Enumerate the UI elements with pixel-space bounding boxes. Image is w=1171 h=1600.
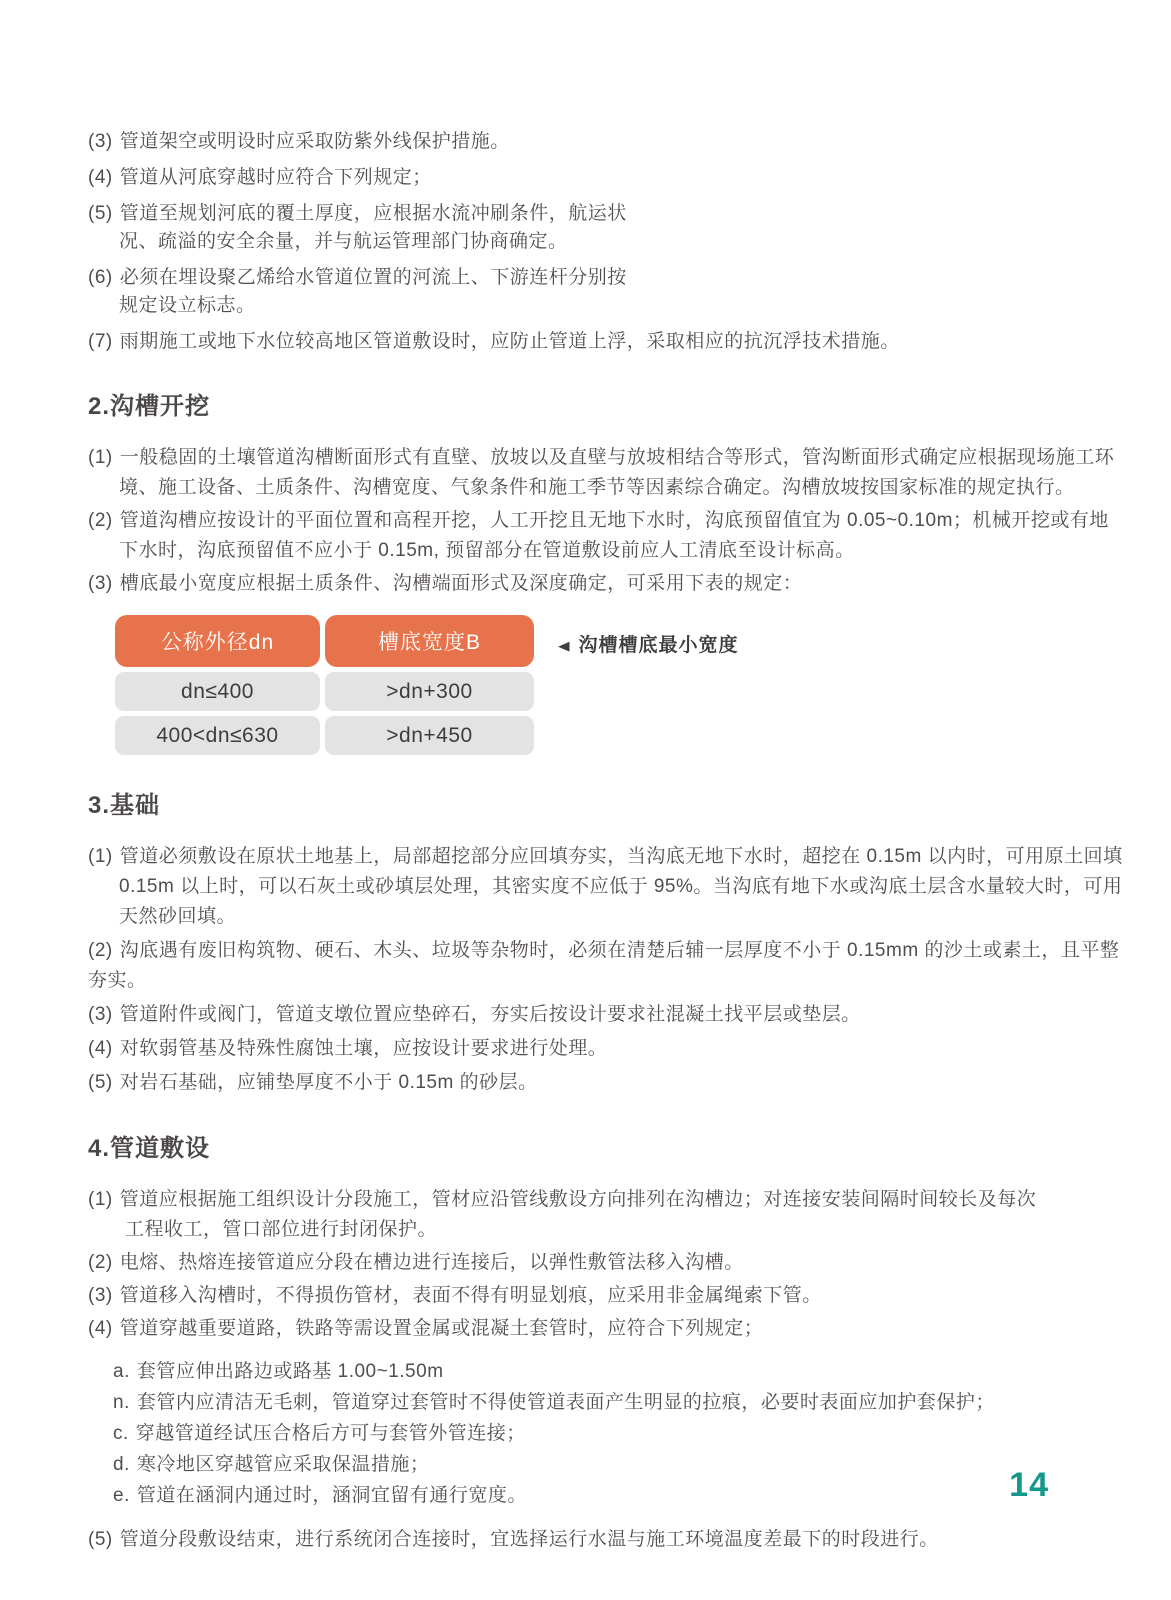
item-text: 一般稳固的土壤管道沟槽断面形式有直壁、放坡以及直壁与放坡相结合等形式，管沟断面形式确定应根据现场施工环: [119, 447, 1115, 468]
item-text: 管道在涵洞内通过时，涵洞宜留有通行宽度。: [136, 1485, 527, 1506]
list-item: [88, 443, 1123, 503]
item-text-continued: 境、施工设备、土质条件、沟槽宽度、气象条件和施工季节等因素综合确定。沟槽放坡按国家标准的规定执行。: [119, 477, 1075, 498]
item-marker: (3): [88, 1285, 113, 1306]
item-marker: (2): [88, 940, 113, 961]
table-header-cell: 槽底宽度B: [325, 615, 534, 667]
item-text: 套管应伸出路边或路基 1.00~1.50m: [136, 1361, 444, 1382]
sublist-item: [113, 1480, 1123, 1511]
sublist-item: [113, 1356, 1123, 1387]
list-item: [88, 1000, 1123, 1030]
section-trench-excavation: [88, 386, 1123, 755]
item-marker: (5): [88, 1072, 113, 1093]
list-item: [88, 1034, 1123, 1064]
item-marker: (3): [88, 573, 113, 594]
item-text: 管道必须敷设在原状土地基上，局部超挖部分应回填夯实，当沟底无地下水时，超挖在 0.15m 以内时，可用原土回填: [119, 846, 1123, 867]
table-cell: dn≤400: [115, 672, 320, 711]
item-text-continued: 工程收工，管口部位进行封闭保护。: [125, 1219, 438, 1240]
list-item: [88, 1068, 1123, 1098]
item-text: 对软弱管基及特殊性腐蚀土壤，应按设计要求进行处理。: [119, 1038, 608, 1059]
item-text: 管道移入沟槽时，不得损伤管材，表面不得有明显划痕，应采用非金属绳索下管。: [119, 1285, 822, 1306]
list-item: [88, 264, 1123, 320]
item-text-continued: 规定设立标志。: [119, 295, 256, 316]
item-marker: (1): [88, 447, 113, 468]
item-marker: (2): [88, 1252, 113, 1273]
item-text: 管道附件或阀门，管道支墩位置应垫碎石，夯实后按设计要求社混凝土找平层或垫层。: [119, 1004, 861, 1025]
list-item: [88, 506, 1123, 566]
item-text: 套管内应清洁无毛刺，管道穿过套管时不得使管道表面产生明显的拉痕，必要时表面应加护套保护；: [136, 1392, 995, 1413]
item-marker: (4): [88, 1038, 113, 1059]
item-text: 寒冷地区穿越管应采取保温措施；: [136, 1454, 430, 1475]
item-marker: e.: [113, 1485, 130, 1506]
list-item: [88, 328, 1123, 356]
list-item: [88, 1281, 1123, 1311]
item-text: 槽底最小宽度应根据土质条件、沟槽端面形式及深度确定，可采用下表的规定：: [119, 573, 803, 594]
item-marker: (7): [88, 331, 113, 352]
list-item: [88, 1525, 1123, 1555]
section-pipe-laying: [88, 1128, 1123, 1555]
section-foundation: [88, 785, 1123, 1098]
item-marker: n.: [113, 1392, 130, 1413]
item-text: 管道分段敷设结束，进行系统闭合连接时，宜选择运行水温与施工环境温度差最下的时段进行。: [119, 1529, 939, 1550]
item-text: 对岩石基础，应铺垫厚度不小于 0.15m 的砂层。: [119, 1072, 538, 1093]
item-marker: (1): [88, 1189, 113, 1210]
table-cell: >dn+300: [325, 672, 534, 711]
item-marker: (4): [88, 167, 113, 188]
table-cell: 400<dn≤630: [115, 716, 320, 755]
sublist-item: [113, 1387, 1123, 1418]
item-text: 管道至规划河底的覆土厚度，应根据水流冲刷条件，航运状: [119, 203, 627, 224]
table-header-cell: 公称外径dn: [115, 615, 320, 667]
page-content: [88, 128, 1123, 1558]
item-text: 穿越管道经试压合格后方可与套管外管连接；: [135, 1423, 526, 1444]
item-text-continued: 0.15m 以上时，可以石灰土或砂填层处理，其密实度不应低于 95%。当沟底有地下水或沟底土层含水量较大时，可用: [119, 876, 1123, 897]
trench-width-table-block: [115, 615, 1123, 755]
list-item: [88, 200, 1123, 256]
left-arrow-icon: ◀: [558, 639, 571, 654]
section-title: 2.沟槽开挖: [88, 393, 211, 420]
sublist-item: [113, 1449, 1123, 1480]
list-item: [88, 164, 1123, 192]
sublist-item: [113, 1418, 1123, 1449]
page-number: 14: [1009, 1466, 1049, 1504]
list-item: [88, 569, 1123, 599]
item-marker: (3): [88, 131, 113, 152]
table-cell: >dn+450: [325, 716, 534, 755]
item-marker: (4): [88, 1318, 113, 1339]
intro-list: [88, 128, 1123, 356]
table-caption: [558, 630, 739, 657]
item-marker: (2): [88, 510, 113, 531]
item-text: 必须在埋设聚乙烯给水管道位置的河流上、下游连杆分别按: [119, 267, 627, 288]
item-text-continued: 天然砂回填。: [119, 906, 237, 927]
item-text: 电熔、热熔连接管道应分段在槽边进行连接后，以弹性敷管法移入沟槽。: [119, 1252, 744, 1273]
lettered-sublist: [113, 1356, 1123, 1511]
item-text: 管道架空或明设时应采取防紫外线保护措施。: [119, 131, 510, 152]
table-caption-text: 沟槽槽底最小宽度: [578, 635, 739, 656]
item-marker: (3): [88, 1004, 113, 1025]
item-text: 管道应根据施工组织设计分段施工，管材应沿管线敷设方向排列在沟槽边；对连接安装间隔时间较长及每次: [119, 1189, 1037, 1210]
item-text: 雨期施工或地下水位较高地区管道敷设时，应防止管道上浮，采取相应的抗沉浮技术措施。: [119, 331, 900, 352]
item-marker: (6): [88, 267, 113, 288]
section-title: 4.管道敷设: [88, 1135, 211, 1162]
item-text: 管道沟槽应按设计的平面位置和高程开挖，人工开挖且无地下水时，沟底预留值宜为 0.05~0.10m；机械开挖或有地: [119, 510, 1109, 531]
item-text: 管道从河底穿越时应符合下列规定；: [119, 167, 432, 188]
item-marker: c.: [113, 1423, 129, 1444]
item-marker: (5): [88, 203, 113, 224]
item-marker: d.: [113, 1454, 130, 1475]
item-text: 管道穿越重要道路，铁路等需设置金属或混凝土套管时，应符合下列规定；: [119, 1318, 764, 1339]
item-marker: (1): [88, 846, 113, 867]
list-item: [88, 128, 1123, 156]
list-item: [88, 1248, 1123, 1278]
item-marker: (5): [88, 1529, 113, 1550]
item-text-continued: 况、疏溢的安全余量，并与航运管理部门协商确定。: [119, 231, 568, 252]
item-marker: a.: [113, 1361, 130, 1382]
trench-width-table: [115, 615, 534, 755]
list-item: [88, 1185, 1123, 1245]
list-item: [88, 936, 1123, 996]
item-text: 沟底遇有废旧构筑物、硬石、木头、垃圾等杂物时，必须在清楚后辅一层厚度不小于 0.15mm 的沙土或素土，且平整夯实。: [88, 940, 1120, 991]
item-text-continued: 下水时，沟底预留值不应小于 0.15m, 预留部分在管道敷设前应人工清底至设计标高。: [119, 540, 855, 561]
section-title: 3.基础: [88, 792, 161, 819]
list-item: [88, 842, 1123, 932]
list-item: [88, 1314, 1123, 1344]
